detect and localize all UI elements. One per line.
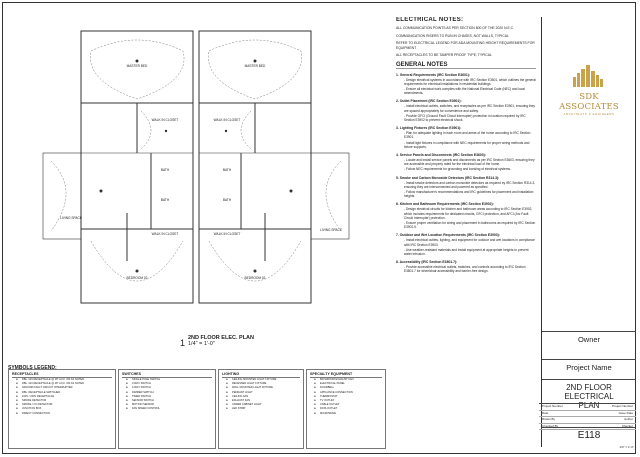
project-name-field: Project Name: [542, 359, 636, 372]
plan-title-text: 2ND FLOOR ELEC. PLAN: [188, 335, 255, 341]
legend-item-label: THERMOSTAT: [320, 394, 338, 398]
drawing-title-line: 2ND FLOOR: [566, 383, 612, 392]
legend-item: [310, 412, 382, 416]
legend-item-label: RECESSED LIGHT FIXTURE: [232, 382, 267, 386]
meta-key: Checked By: [542, 423, 559, 428]
general-note-section: [396, 176, 536, 199]
legend-symbol-icon: ⊕: [225, 407, 229, 411]
symbols-legend: [8, 367, 388, 453]
drawing-sheet: [2, 2, 636, 454]
legend-symbol-icon: ⊕: [313, 399, 317, 403]
drawing-title-line: PLAN: [578, 401, 600, 410]
company-logo: [554, 65, 624, 116]
legend-item-label: TIMER SWITCH: [132, 394, 152, 398]
room-label-walkin-left: WALK IN CLOSET: [151, 118, 179, 122]
legend-item-label: LED STRIP: [232, 407, 246, 411]
legend-item-label: UNDER CABINET LIGHT: [232, 403, 262, 407]
legend-item-label: FAN SPEED CONTROL: [132, 407, 160, 411]
legend-item-label: WALL MOUNTED LIGHT FIXTURE: [232, 386, 273, 390]
left-unit-outline: [81, 31, 193, 303]
legend-item-label: TV OUTLET: [320, 399, 335, 403]
room-label-bedroom-right: BEDROOM 02: [244, 276, 266, 280]
general-note-text: - Follow NEC requirements for grounding and bonding of electrical systems.: [404, 167, 511, 172]
general-notes-list: [396, 73, 536, 274]
floor-plan-drawing: [41, 21, 367, 321]
legend-item: [122, 407, 212, 411]
legend-item-label: 3-WAY SWITCH: [132, 382, 151, 386]
general-note-heading: 4. Service Panels and Disconnects (IRC Section E3603):: [396, 152, 486, 157]
symbols-legend-title: SYMBOLS LEGEND:: [8, 365, 57, 371]
general-note-heading: 7. Outdoor and Wet Location Requirements (IRC Section E3903):: [396, 233, 500, 238]
general-note-section: [396, 73, 536, 96]
legend-symbol-icon: ⊕: [15, 411, 19, 415]
legend-symbol-icon: ⊕: [313, 394, 317, 398]
general-note-text: - Ensure all electrical work complies with the National Electrical Code (NEC) and local amendments.: [404, 86, 525, 96]
plan-title: [180, 335, 255, 348]
legend-symbol-icon: ⊕: [225, 382, 229, 386]
legend-symbol-icon: ⊕: [125, 399, 129, 403]
plan-scale: 1/4" = 1'-0": [188, 341, 215, 347]
legend-item-label: DBL. GFI RECEPTACLE @ 18" A.F.F. OR AS NOTED: [22, 378, 85, 381]
legend-symbol-icon: ⊕: [15, 407, 19, 411]
room-label-bath-3: BATH: [160, 198, 170, 202]
legend-symbol-icon: ⊕: [125, 403, 129, 407]
drawing-title-line: ELECTRICAL: [564, 392, 614, 401]
general-note-heading: 5. Smoke and Carbon Monoxide Detectors (IRC Section R314.3):: [396, 175, 500, 180]
general-note-text: - Install electrical outlets, lighting, and equipment for outdoor and wet locations in compliance with IRC Section E3903.: [404, 238, 535, 247]
general-note-section: [396, 126, 536, 149]
room-label-master-bed-left: MASTER BED: [126, 64, 148, 68]
meta-key: Date: [542, 410, 549, 415]
room-label-bath-1: BATH: [160, 168, 170, 172]
room-label-walkin-left-2: WALK IN CLOSET: [151, 232, 179, 236]
legend-item-label: DATA OUTLET: [320, 407, 338, 411]
legend-item-label: ELECTRICAL PANEL: [320, 382, 345, 386]
legend-symbol-icon: ⊕: [125, 390, 129, 394]
notes-column: [396, 17, 536, 447]
legend-heading: SWITCHES: [122, 372, 212, 378]
general-note-text: - Provide GFCI (Ground Fault Circuit Interrupter) protection in location required by IRC Section E3902 to prevent electrical shock.: [404, 113, 526, 122]
legend-item: [222, 407, 300, 411]
general-note-text: - Locate and install service panels and disconnects as per IRC Section E3603, ensuring they are accessible and properly rated for the electrical load of the home.: [404, 157, 535, 167]
legend-item-label: PENDANT LIGHT: [232, 390, 253, 394]
general-note-heading: 8. Accessibility (IRC Section E3801.7):: [396, 260, 458, 265]
electrical-note: ALL COMMUNICATION POINTS AS PER SECTION 800 OF THE 2020 N.E.C.: [396, 26, 515, 30]
legend-item-label: SENSOR SWITCH: [132, 399, 154, 403]
general-note-text: - Use weather-resistant materials and install equipment at appropriate heights to prevent water intrusion.: [404, 247, 529, 256]
general-note-section: [396, 233, 536, 256]
meta-key: Project Number: [542, 404, 563, 408]
legend-item-label: CABLE OUTLET: [320, 403, 340, 407]
legend-symbol-icon: ⊕: [15, 382, 19, 386]
company-name: SDK ASSOCIATES: [559, 92, 619, 112]
legend-item-label: CEILING MOUNTED LIGHT FIXTURE: [232, 378, 277, 381]
general-note-text: - Provide accessible electrical outlets, switches, and controls according to IRC Section E3801.7 for wheelchair accessibility and barrier-free design.: [404, 265, 526, 274]
general-note-text: - Follow manufacturer's recommendations and IRC guidelines for placement and installation heights.: [404, 189, 534, 199]
room-label-bath-2: BATH: [222, 168, 232, 172]
general-note-text: - Ensure proper ventilation for wiring and placement in bathrooms as required by IRC Section E3902.5.: [404, 220, 536, 230]
general-note-text: - Design electrical systems in accordance with IRC Section E3601, which outlines the general requirements for electrical installations in residential buildings.: [404, 77, 536, 86]
sheet-number: E118: [542, 427, 636, 441]
legend-symbol-icon: ⊕: [225, 386, 229, 390]
general-note-text: - Install electrical outlets, switches, and receptacles as per IRC Section E3901, ensuring they are spaced appropriately for convenience and safety.: [404, 104, 535, 113]
room-label-bath-4: BATH: [222, 198, 232, 202]
electrical-note: COMMUNICATION RISERS TO RUN IN CHASES, NOT WALLS, TYPICAL: [396, 33, 509, 38]
legend-item-label: DIRECT CONNECTION: [22, 411, 50, 415]
meta-value: Author: [624, 417, 633, 421]
legend-heading: SPECIALTY EQUIPMENT: [310, 372, 382, 378]
legend-symbol-icon: ⊕: [125, 382, 129, 386]
legend-item-label: CEILING FAN: [232, 394, 249, 398]
legend-item-label: JUNCTION BOX: [22, 407, 42, 411]
general-note-text: - Install smoke detectors and carbon monoxide detectors as required by IRC Section R314.3, ensuring they are interconnected and powered as specified.: [404, 180, 536, 189]
title-block: [541, 17, 636, 447]
general-note-heading: 3. Lighting Fixtures (IRC Section E3901):: [396, 126, 462, 131]
room-label-walkin-right-2: WALK IN CLOSET: [213, 232, 241, 236]
legend-item-label: 4-WAY SWITCH: [132, 386, 151, 390]
general-note-heading: 2. Outlet Placement (IRC Section E3901):: [396, 99, 462, 104]
legend-symbol-icon: ⊕: [225, 378, 229, 381]
electrical-note: REFER TO ELECTRICAL LEGEND FOR ADA MOUNTING HEIGHT REQUIREMENTS FOR EQUIPMENT: [396, 41, 535, 50]
right-unit-outline: [199, 31, 311, 303]
room-label-bedroom-left: BEDROOM 02: [126, 276, 148, 280]
legend-item-label: MICROWAVE: [320, 411, 336, 415]
legend-item-label: APPLIANCE CONNECTION: [320, 390, 353, 394]
legend-item-label: DBL. GFI RECEPTACLE @ 18" A.F.F. OR AS NOTED: [22, 382, 85, 386]
sheet-scale: 1/4" = 1'-0": [619, 445, 634, 449]
legend-symbol-icon: ⊕: [313, 407, 317, 411]
legend-symbol-icon: ⊕: [15, 403, 19, 407]
legend-item-label: DIMMER SWITCH: [132, 390, 154, 394]
legend-item-label: MOTION SENSOR: [132, 403, 155, 407]
legend-symbol-icon: ⊕: [125, 378, 129, 381]
legend-symbol-icon: ⊕: [125, 407, 129, 411]
legend-symbol-icon: ⊕: [313, 390, 317, 394]
legend-heading: RECEPTACLES: [12, 372, 112, 378]
general-note-heading: 6. Kitchen and Bathroom Requirements (IRC Section E3902):: [396, 202, 494, 207]
meta-key: Drawn By: [542, 417, 556, 421]
legend-item-label: EXHAUST FAN: [232, 399, 250, 403]
legend-symbol-icon: ⊕: [313, 403, 317, 407]
legend-symbol-icon: ⊕: [313, 411, 317, 415]
legend-item-label: DBL. RECEPTACLE SWITCHED: [22, 390, 61, 394]
company-subtitle: ARCHITECTS & ENGINEERS: [563, 112, 615, 116]
legend-specialty: [306, 369, 386, 449]
general-note-section: [396, 202, 536, 229]
room-label-living-left: LIVING SPACE: [60, 216, 82, 220]
general-note-section: [396, 260, 536, 273]
general-note-text: - Design electrical circuits for kitchen and bathroom areas according to IRC Section E3902, which includes requirements for dedicated circuits, GFCI protection, and AFCI (Arc Fault Circuit Interrupter) protection.: [404, 207, 533, 220]
legend-symbol-icon: ⊕: [225, 390, 229, 394]
general-note-section: [396, 99, 536, 122]
legend-item-label: SMOKE / CO DETECTOR: [22, 403, 53, 407]
legend-symbol-icon: ⊕: [125, 394, 129, 398]
general-note-text: - Install light fixtures in compliance with NEC requirements for proper wiring methods and fixture supports.: [404, 140, 530, 149]
legend-item-label: SMOKE DETECTOR: [22, 399, 47, 403]
electrical-notes-heading: ELECTRICAL NOTES:: [396, 17, 464, 23]
room-label-master-bed-right: MASTER BED: [244, 64, 266, 68]
legend-symbol-icon: ⊕: [313, 386, 317, 390]
meta-value: Project Number: [612, 404, 633, 408]
owner-field: Owner: [542, 331, 636, 344]
plan-number: 1: [180, 338, 186, 348]
legend-symbol-icon: ⊕: [15, 399, 19, 403]
skyline-logo-icon: [569, 65, 609, 87]
electrical-note: ALL RECEPTACLES TO BE TAMPER PROOF TYPE, TYPICAL: [396, 53, 492, 57]
meta-value: Issue Date: [618, 410, 633, 415]
legend-item-label: SINGLE POLE SWITCH: [132, 378, 161, 381]
legend-receptacles: [8, 369, 116, 449]
legend-symbol-icon: ⊕: [225, 399, 229, 403]
room-label-living-right: LIVING SPACE: [320, 228, 342, 232]
legend-item-label: DOORBELL: [320, 386, 335, 390]
general-note-heading: 1. General Requirements (IRC Section E3601):: [396, 72, 471, 77]
legend-lighting: [218, 369, 304, 449]
legend-symbol-icon: ⊕: [225, 394, 229, 398]
legend-switches: [118, 369, 216, 449]
legend-symbol-icon: ⊕: [313, 378, 317, 381]
legend-item-label: GROUND FAULT CIRCUIT INTERRUPTER: [22, 386, 73, 390]
title-block-meta: [539, 403, 636, 430]
room-label-walkin-right: WALK IN CLOSET: [213, 118, 241, 122]
legend-symbol-icon: ⊕: [125, 386, 129, 390]
general-note-section: [396, 153, 536, 172]
general-notes-heading: GENERAL NOTES: [396, 62, 536, 69]
legend-symbol-icon: ⊕: [225, 403, 229, 407]
meta-value: Checker: [621, 423, 633, 428]
legend-symbol-icon: ⊕: [15, 390, 19, 394]
legend-item-label: 220V / 240V RECEPTACLE: [22, 394, 55, 398]
legend-symbol-icon: ⊕: [313, 382, 317, 386]
legend-heading: LIGHTING: [222, 372, 300, 378]
legend-symbol-icon: ⊕: [15, 386, 19, 390]
legend-symbol-icon: ⊕: [15, 394, 19, 398]
floor-plan: [41, 21, 367, 321]
legend-item-label: BATHROOM EXHAUST FAN: [320, 378, 354, 381]
legend-item: [12, 412, 112, 416]
general-note-text: - Plan for adequate lighting in each room and areas of the home according to IRC Section E3901.: [404, 131, 531, 140]
legend-symbol-icon: ⊕: [15, 378, 19, 381]
